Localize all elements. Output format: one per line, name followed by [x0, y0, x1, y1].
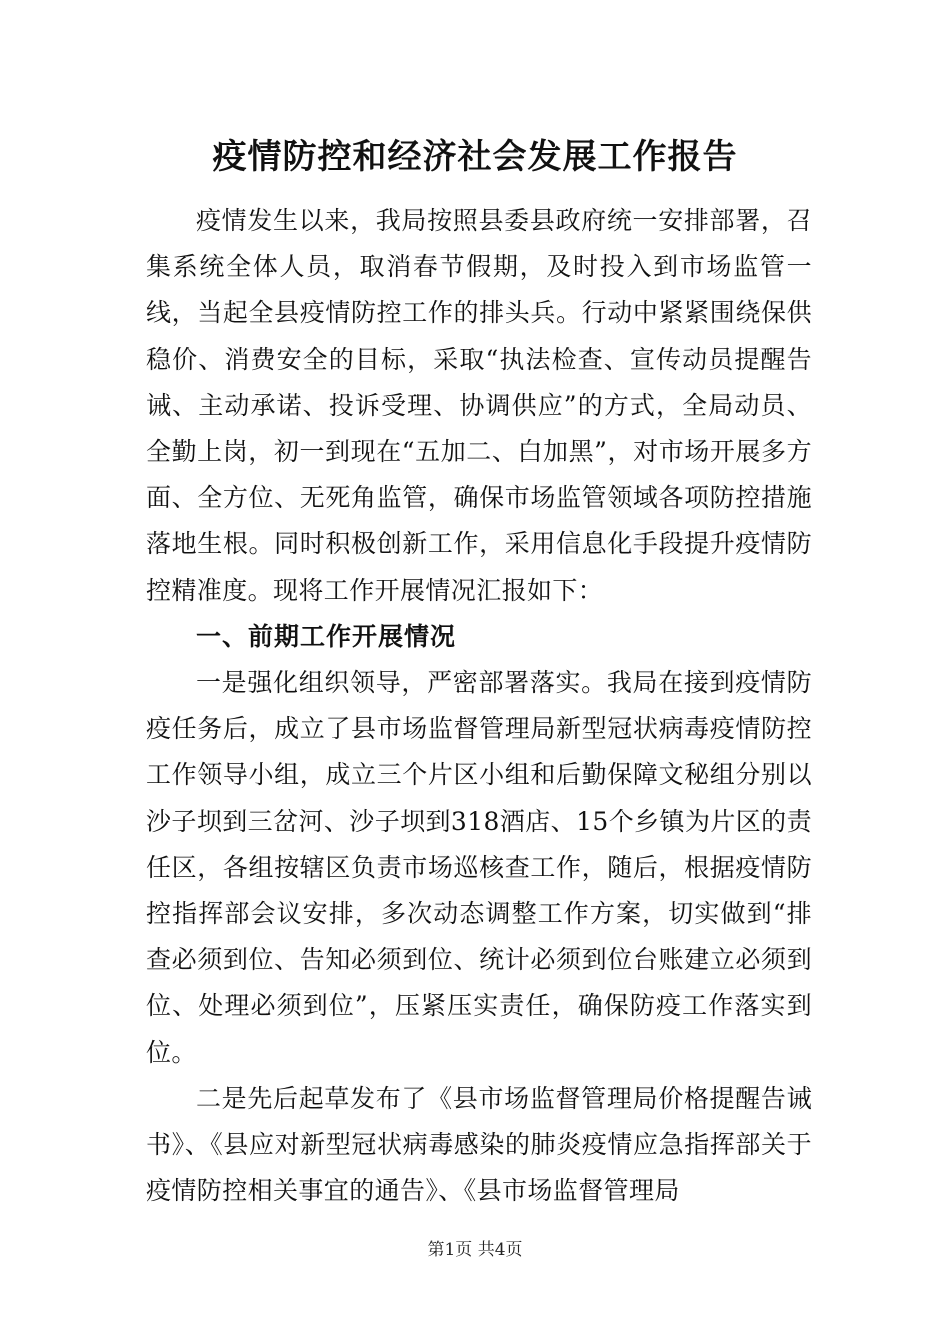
section-heading-1: 一、前期工作开展情况 — [196, 621, 457, 651]
document-title: 疫情防控和经济社会发展工作报告 — [212, 137, 738, 177]
page-footer: 第1页 共4页 — [427, 1240, 523, 1260]
paragraph-2: 二是先后起草发布了《县市场监督管理局价格提醒告诫书》、《县应对新型冠状病毒感染的肺炎疫情应急指挥部关于疫情防控相关事宜的通告》、《县市场监督管理局 — [146, 1083, 812, 1206]
paragraph-1: 一是强化组织领导，严密部署落实。我局在接到疫情防疫任务后，成立了县市场监督管理局新型冠状病毒疫情防控工作领导小组，成立三个片区小组和后勤保障文秘组分别以沙子坝到三岔河、沙子坝到318酒店、15个乡镇为片区的责任区，各组按辖区负责市场巡核查工作，随后，根据疫情防控指挥部会议安排，多次动态调整工作方案，切实做到“排查必须到位、告知必须到位、统计必须到位台账建立必须到位、处理必须到位”，压紧压实责任，确保防疫工作落实到位。 — [146, 668, 812, 1067]
paragraph-intro: 疫情发生以来，我局按照县委县政府统一安排部署，召集系统全体人员，取消春节假期，及时投入到市场监管一线，当起全县疫情防控工作的排头兵。行动中紧紧围绕保供稳价、消费安全的目标，采取“执法检查、宣传动员提醒告诫、主动承诺、投诉受理、协调供应”的方式，全局动员、全勤上岗，初一到现在“五加二、白加黑”，对市场开展多方面、全方位、无死角监管，确保市场监管领域各项防控措施落地生根。同时积极创新工作，采用信息化手段提升疫情防控精准度。现将工作开展情况汇报如下： — [146, 206, 812, 605]
document-body — [146, 198, 812, 1214]
